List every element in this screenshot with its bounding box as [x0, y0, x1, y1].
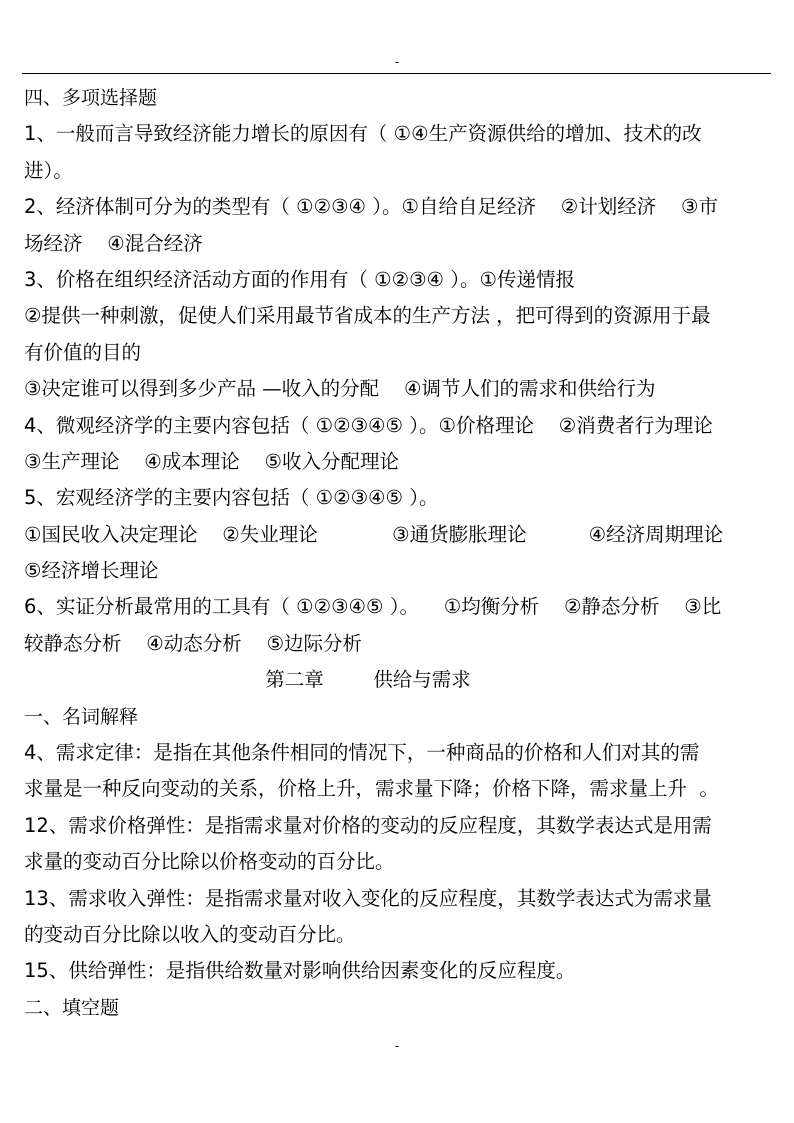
- text-line: 6、实证分析最常用的工具有（ ①②③④⑤ ）。 ①均衡分析 ②静态分析 ③比: [24, 595, 722, 619]
- text-line: ③生产理论 ④成本理论 ⑤收入分配理论: [24, 449, 400, 473]
- text-line: 进）。: [24, 158, 73, 182]
- text-line: 1、一般而言导致经济能力增长的原因有（ ①④生产资源供给的增加、技术的改: [24, 122, 702, 146]
- text-line: ②提供一种刺激，促使人们采用最节省成本的生产方法 ，把可得到的资源用于最: [24, 304, 711, 328]
- text-line: 2、经济体制可分为的类型有（ ①②③④ ）。①自给自足经济 ②计划经济 ③市: [24, 195, 719, 219]
- text-line: 15、供给弹性：是指供给数量对影响供给因素变化的反应程度。: [24, 959, 576, 983]
- text-line: 的变动百分比除以收入的变动百分比。: [24, 922, 356, 946]
- text-line: 有价值的目的: [24, 340, 142, 364]
- text-line: 较静态分析 ④动态分析 ⑤边际分析: [24, 631, 363, 655]
- section-heading: 二、填空题: [24, 996, 120, 1019]
- text-line: 5、宏观经济学的主要内容包括（ ①②③④⑤ ）。: [24, 486, 439, 510]
- page-footer-mark: -: [394, 1039, 400, 1053]
- text-line: ③决定谁可以得到多少产品 —收入的分配 ④调节人们的需求和供给行为: [24, 377, 656, 401]
- chapter-title: 第二章 供给与需求: [265, 668, 471, 692]
- text-line: ①国民收入决定理论 ②失业理论 ③通货膨胀理论 ④经济周期理论: [24, 522, 724, 546]
- section-heading: 四、多项选择题: [24, 87, 158, 109]
- text-line: 4、需求定律：是指在其他条件相同的情况下，一种商品的价格和人们对其的需: [24, 741, 700, 765]
- text-line: 3、价格在组织经济活动方面的作用有（ ①②③④ ）。①传递情报: [24, 267, 575, 291]
- page-header-mark: -: [394, 55, 400, 69]
- text-line: ⑤经济增长理论: [24, 559, 159, 583]
- header-rule: [22, 73, 771, 74]
- text-line: 场经济 ④混合经济: [24, 231, 203, 255]
- text-line: 求量是一种反向变动的关系，价格上升，需求量下降；价格下降，需求量上升 。: [24, 777, 719, 801]
- text-line: 求量的变动百分比除以价格变动的百分比。: [24, 850, 395, 874]
- text-line: 13、需求收入弹性：是指需求量对收入变化的反应程度，其数学表达式为需求量: [24, 886, 712, 910]
- text-line: 12、需求价格弹性：是指需求量对价格的变动的反应程度，其数学表达式是用需: [24, 813, 712, 837]
- text-line: 4、微观经济学的主要内容包括（ ①②③④⑤ ）。①价格理论 ②消费者行为理论: [24, 413, 713, 437]
- document-body: [24, 80, 772, 1035]
- section-heading: 一、名词解释: [24, 705, 139, 728]
